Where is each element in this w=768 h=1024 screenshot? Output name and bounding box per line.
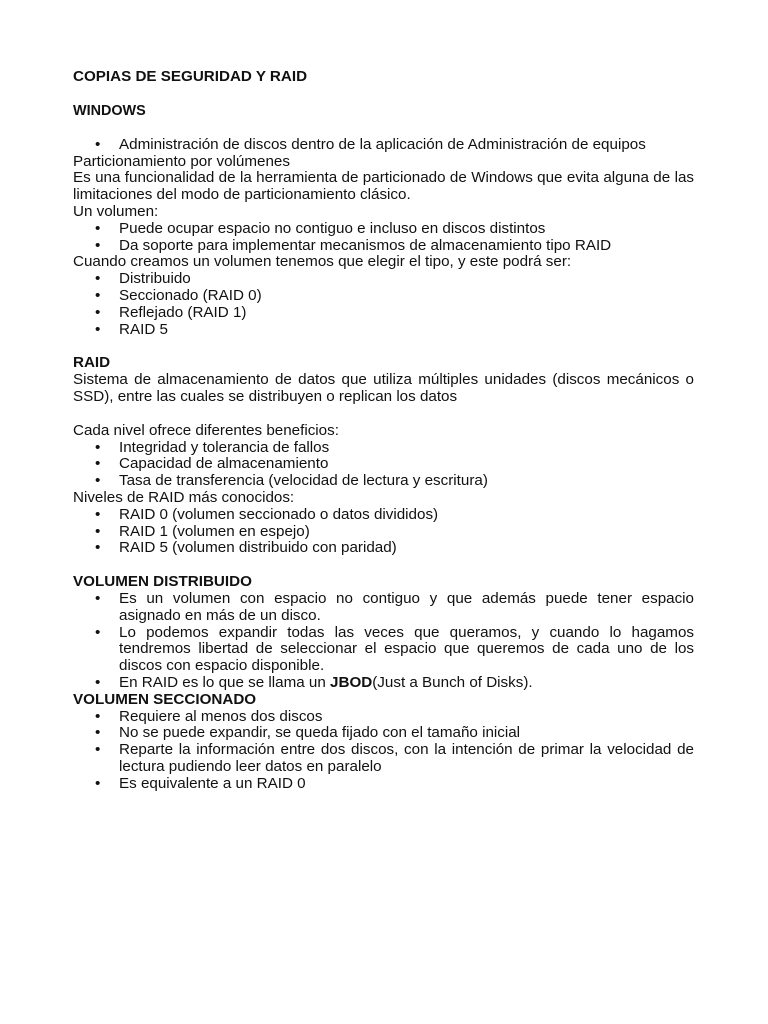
- list-item: • RAID 0 (volumen seccionado o datos divididos): [73, 507, 694, 524]
- document-content: [73, 69, 694, 792]
- particion-description: Es una funcionalidad de la herramienta de particionado de Windows que evita alguna de las limitaciones del modo de particionamiento clásico.: [73, 169, 694, 204]
- spacer: [73, 557, 694, 574]
- niveles-intro: Niveles de RAID más conocidos:: [73, 488, 295, 506]
- jbod-suffix: (Just a Bunch of Disks).: [372, 673, 533, 691]
- list-item: • Requiere al menos dos discos: [73, 709, 694, 726]
- list-item: • Tasa de transferencia (velocidad de lectura y escritura): [73, 473, 694, 490]
- raid-description: Sistema de almacenamiento de datos que utiliza múltiples unidades (discos mecánicos o SSD), entre las cuales se distribuyen o replican los datos: [73, 371, 694, 405]
- particion-title: Particionamiento por volúmenes: [73, 152, 290, 170]
- list-item: • Lo podemos expandir todas las veces que queramos, y cuando lo hagamos tendremos libertad de seleccionar el espacio que queremos de cada uno de los discos con espacio disponible.: [73, 625, 694, 675]
- list-item: • Reparte la información entre dos discos, con la intención de primar la velocidad de lectura pudiendo leer datos en paralelo: [73, 742, 694, 776]
- beneficios-intro: Cada nivel ofrece diferentes beneficios:: [73, 421, 339, 439]
- jbod-prefix: En RAID es lo que se llama un: [119, 673, 331, 691]
- niveles-list: [73, 507, 694, 557]
- list-item: • RAID 5 (volumen distribuido con paridad): [73, 540, 694, 557]
- list-item: • Es un volumen con espacio no contiguo y que además puede tener espacio asignado en más de un disco.: [73, 591, 694, 625]
- list-item: • Seccionado (RAID 0): [73, 288, 694, 305]
- list-item: • Integridad y tolerancia de fallos: [73, 440, 694, 457]
- spacer: [73, 86, 694, 103]
- list-item: • RAID 5: [73, 322, 694, 339]
- section-heading-seccionado: VOLUMEN SECCIONADO: [73, 690, 257, 708]
- tipo-intro: Cuando creamos un volumen tenemos que elegir el tipo, y este podrá ser:: [73, 253, 572, 271]
- list-item: • No se puede expandir, se queda fijado con el tamaño inicial: [73, 725, 694, 742]
- list-item: • Puede ocupar espacio no contiguo e incluso en discos distintos: [73, 221, 694, 238]
- list-item: • RAID 1 (volumen en espejo): [73, 524, 694, 541]
- list-item: • Reflejado (RAID 1): [73, 305, 694, 322]
- section-heading-distribuido: VOLUMEN DISTRIBUIDO: [73, 573, 252, 591]
- list-item: • Administración de discos dentro de la aplicación de Administración de equipos: [73, 137, 694, 154]
- distribuido-list: [73, 591, 694, 692]
- list-item: • Distribuido: [73, 271, 694, 288]
- tipo-list: [73, 271, 694, 338]
- spacer: [73, 338, 694, 355]
- list-item: • Capacidad de almacenamiento: [73, 456, 694, 473]
- section-heading-windows: WINDOWS: [73, 103, 146, 119]
- spacer: [73, 120, 694, 137]
- list-item: • Da soporte para implementar mecanismos de almacenamiento tipo RAID: [73, 238, 694, 255]
- windows-admin-list: [73, 137, 694, 154]
- volumen-list: [73, 221, 694, 255]
- seccionado-list: [73, 709, 694, 793]
- list-item-jbod: [73, 675, 694, 692]
- section-heading-raid: RAID: [73, 354, 111, 372]
- document-title: COPIAS DE SEGURIDAD Y RAID: [73, 68, 308, 85]
- beneficios-list: [73, 440, 694, 490]
- list-item: • Es equivalente a un RAID 0: [73, 776, 694, 793]
- jbod-term: JBOD: [330, 673, 373, 691]
- volumen-label: Un volumen:: [73, 202, 159, 220]
- spacer: [73, 406, 694, 423]
